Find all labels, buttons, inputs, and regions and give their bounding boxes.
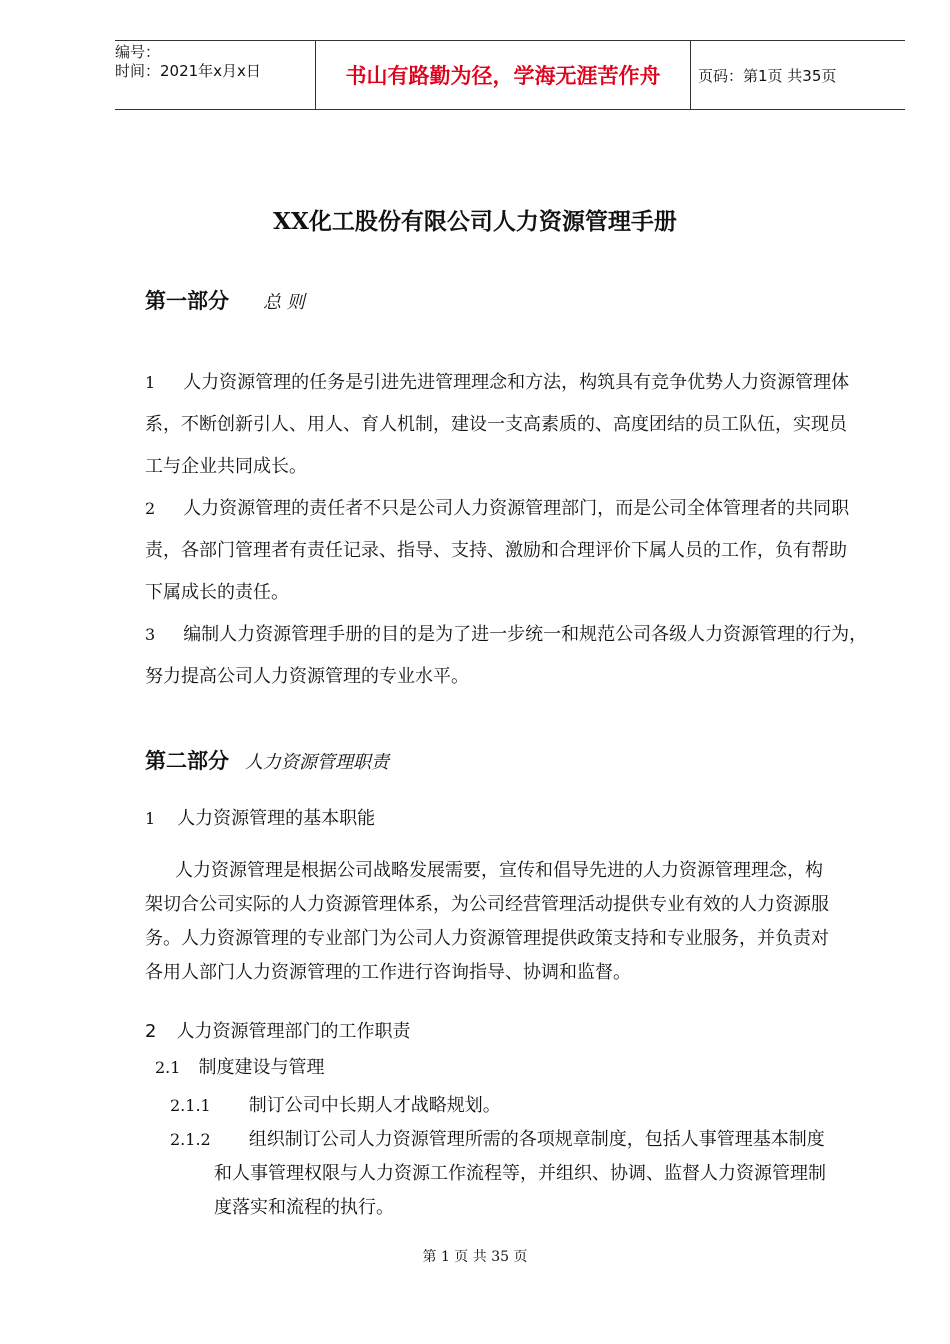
part1-heading	[145, 285, 305, 315]
item-line: 人力资源管理的任务是引进先进管理理念和方法，构筑具有竞争优势人力资源管理体	[183, 372, 850, 393]
item-number: 1	[145, 373, 156, 392]
header-page-code	[690, 41, 913, 109]
page-code: 页码：第1页 共35页	[698, 66, 837, 85]
part2-heading	[145, 745, 389, 775]
header-motto-cell	[315, 41, 691, 109]
paragraph-line: 架切合公司实际的人力资源管理体系，为公司经营管理活动提供专业有效的人力资源服	[145, 894, 829, 915]
section-number: 2	[145, 1021, 157, 1042]
section-heading	[145, 798, 375, 840]
clause-text: 制订公司中长期人才战略规划。	[248, 1095, 501, 1116]
list-item	[145, 488, 849, 530]
clause	[170, 1088, 501, 1124]
clause-number: 2.1.1	[170, 1096, 211, 1115]
part2-subheading: 人力资源管理职责	[245, 752, 389, 773]
item-line: 下属成长的责任。	[145, 582, 289, 603]
paragraph-line: 务。人力资源管理的专业部门为公司人力资源管理提供政策支持和专业服务，并负责对	[145, 928, 829, 949]
item-line: 责，各部门管理者有责任记录、指导、支持、激励和合理评价下属人员的工作，负有帮助	[145, 540, 847, 561]
part1-label: 第一部分	[145, 289, 229, 313]
subsection-number: 2.1	[155, 1058, 181, 1077]
list-item	[145, 614, 867, 656]
item-number: 2	[145, 499, 156, 518]
subsection-title: 制度建设与管理	[198, 1057, 325, 1078]
item-line: 人力资源管理的责任者不只是公司人力资源管理部门，而是公司全体管理者的共同职	[183, 498, 850, 519]
clause-text: 组织制订公司人力资源管理所需的各项规章制度，包括人事管理基本制度	[248, 1129, 825, 1150]
section-heading	[145, 1014, 410, 1050]
clause-text: 度落实和流程的执行。	[214, 1197, 394, 1218]
section-title: 人力资源管理的基本职能	[177, 808, 376, 829]
time-label: 时间：2021年x月x日	[115, 62, 261, 80]
item-line: 编制人力资源管理手册的目的是为了进一步统一和规范公司各级人力资源管理的行为，	[183, 624, 868, 645]
paragraph-line: 各用人部门人力资源管理的工作进行咨询指导、协调和监督。	[145, 962, 631, 983]
part2-label: 第二部分	[145, 749, 229, 773]
number-label: 编号：	[115, 43, 161, 61]
header-meta	[115, 41, 315, 111]
item-line: 系，不断创新引人、用人、育人机制，建设一支高素质的、高度团结的员工队伍，实现员	[145, 414, 847, 435]
section-title: 人力资源管理部门的工作职责	[176, 1021, 411, 1042]
clause	[170, 1122, 825, 1158]
part1-subheading: 总 则	[263, 292, 305, 313]
list-item	[145, 362, 849, 404]
page-header	[115, 40, 905, 110]
document-title: XX化工股份有限公司人力资源管理手册	[273, 208, 677, 235]
clause-text: 和人事管理权限与人力资源工作流程等，并组织、协调、监督人力资源管理制	[214, 1163, 826, 1184]
item-number: 3	[145, 625, 156, 644]
motto: 书山有路勤为径，学海无涯苦作舟	[345, 64, 661, 88]
paragraph-line: 人力资源管理是根据公司战略发展需要，宣传和倡导先进的人力资源管理理念，构	[175, 860, 823, 881]
item-line: 工与企业共同成长。	[145, 456, 307, 477]
section-number: 1	[145, 809, 156, 828]
page-footer: 第 1 页 共 35 页	[422, 1249, 528, 1265]
subsection-heading	[155, 1050, 324, 1086]
clause-number: 2.1.2	[170, 1130, 211, 1149]
item-line: 努力提高公司人力资源管理的专业水平。	[145, 666, 469, 687]
